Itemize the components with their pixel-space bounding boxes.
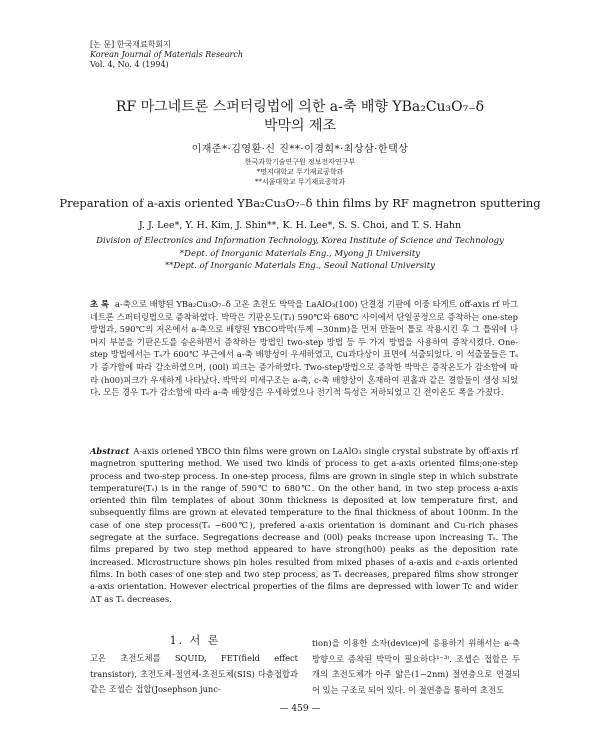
english-affiliation-2: *Dept. of Inorganic Materials Eng., Myong Ji University [179, 248, 421, 259]
korean-authors: 이재준*·김영환·신 진**·이경희*·최상삼·한택상 [191, 144, 409, 155]
journal-header [90, 40, 243, 70]
english-affiliations [0, 235, 600, 273]
section-title-introduction: 1. 서 론 [169, 634, 221, 647]
english-title: Preparation of a-axis oriented YBa₂Cu₃O₇₋δ thin films by RF magnetron sputtering [59, 196, 541, 210]
english-abstract-text: A-axis oriened YBCO thin films were grown on LaAlO₃ single crystal substrate by off-axis rf magnetron sputtering method. We used two kinds of process to get a-axis oriented films;one-step process and two-step process. In one-step process, films are grown in single step in which substrate temperature(Tₛ) is in the range of 590℃ to 680℃. On the other hand, in two step process a-axis oriented thin film templates of about 30nm thickness is deposited at low temperature first, and subsequently films are grown at elevated temperature to the final thickness of about 100nm. In the case of one step process(Tₛ ~600℃), prefered a-axis orientation is dominant and Cu-rich phases segregate at the surface. Segregations decrease and (00l) peaks increase upon increasing Tₛ. The films prepared by two step method appeared to have strong(h00) peaks as the deposition rate increased. Microstructure shows pin holes resulted from mixed phases of a-axis and c-axis oriented films. In both cases of one step and two step process, as Tₛ decreases, prepared films show stronger a-axis orientation. However electrical properties of the films are depressed with lower Tc and wider ΔT as Tₛ decreases. [90, 446, 518, 604]
korean-affiliation-1: 한국과학기술연구원 정보전자연구부 [244, 158, 356, 166]
journal-volume: Vol. 4, No. 4 (1994) [90, 60, 169, 69]
english-abstract-label: Abstract [90, 446, 130, 456]
korean-title [0, 98, 600, 136]
english-authors: J. J. Lee*, Y. H. Kim, J. Shin**, K. H. Lee*, S. S. Choi, and T. S. Hahn [138, 220, 462, 231]
korean-abstract-text: a-축으로 배향된 YBa₂Cu₃O₇₋δ 고온 초전도 박막을 LaAlO₃(100) 단결정 기판에 이중 타게트 off-axis rf 마그네트론 스퍼터링법으로 증착하였다. 박막은 기판온도(Tₛ) 590℃와 680℃ 사이에서 단일공정으로 증착하는 one-step 방법과, 590℃의 저온에서 a-축으로 배향된 YBCO박막(두께 ~30nm)을 먼저 만들어 틀로 작용시킨 후 그 틀위에 나머지 부분을 기판온도를 승온하면서 증착하는 방법인 two-step 방법 등 두 가지 방법을 사용하여 증착시켰다. One-step 방법에서는 Tₛ가 600℃ 부근에서 a-축 배향성이 우세하였고, Cu과다상이 표면에 석출되었다. 이 석출물들은 Tₛ가 증가함에 따라 감소하였으며, (00l) 피크는 증가하였다. Two-step방법으로 증착한 박막은 증착온도가 감소함에 따라 (h00)피크가 우세하게 나타났다. 박막의 미세구조는 a-축, c-축 배향상이 혼재하여 핀홀과 같은 결함들이 생성 되었다. 모든 경우 Tₛ가 감소함에 따라 a-축 배향성은 우세하였으나 전기적 특성은 저하되었고 긴 전이온도 폭을 가졌다. [90, 299, 518, 398]
journal-name-en: Korean Journal of Materials Research [90, 50, 244, 59]
english-affiliation-1: Division of Electronics and Information Technology, Korea Institute of Science and Technology [96, 236, 504, 246]
journal-name-ko: [논 문] 한국재료학회지 [90, 40, 171, 49]
body-column-right: tion)을 이용한 소자(device)에 응용하기 위해서는 a-축 방향으로 증착된 박막이 필요하다¹⁻³⁾. 조셉슨 접합은 두 개의 초전도체가 아주 얇은(1~2nm) 절연층으로 연결되어 있는 구조로 되어 있다. 이 절연층을 통하여 초전도 [312, 638, 520, 695]
korean-title-line-2: 박막의 제조 [263, 118, 337, 134]
english-affiliation-3: **Dept. of Inorganic Materials Eng., Seoul National University [165, 261, 435, 271]
korean-abstract [90, 298, 518, 399]
english-abstract [90, 445, 518, 605]
korean-title-line-1: RF 마그네트론 스퍼터링법에 의한 a-축 배향 YBa₂Cu₃O₇₋δ [115, 99, 485, 115]
korean-affiliation-2: *명지대학교 무기재료공학과 [256, 168, 344, 176]
korean-affiliations [0, 157, 600, 187]
page-number: — 459 — [279, 704, 321, 714]
korean-abstract-label: 초 록 [90, 299, 110, 309]
body-column-left: 고온 초전도체를 SQUID, FET(field effect transistor), 초전도체-절연체-초전도체(SIS) 다층접합과 같은 조셉슨 접합(Josephson junc- [90, 653, 298, 694]
korean-affiliation-3: **서울대학교 무기재료공학과 [254, 178, 346, 186]
